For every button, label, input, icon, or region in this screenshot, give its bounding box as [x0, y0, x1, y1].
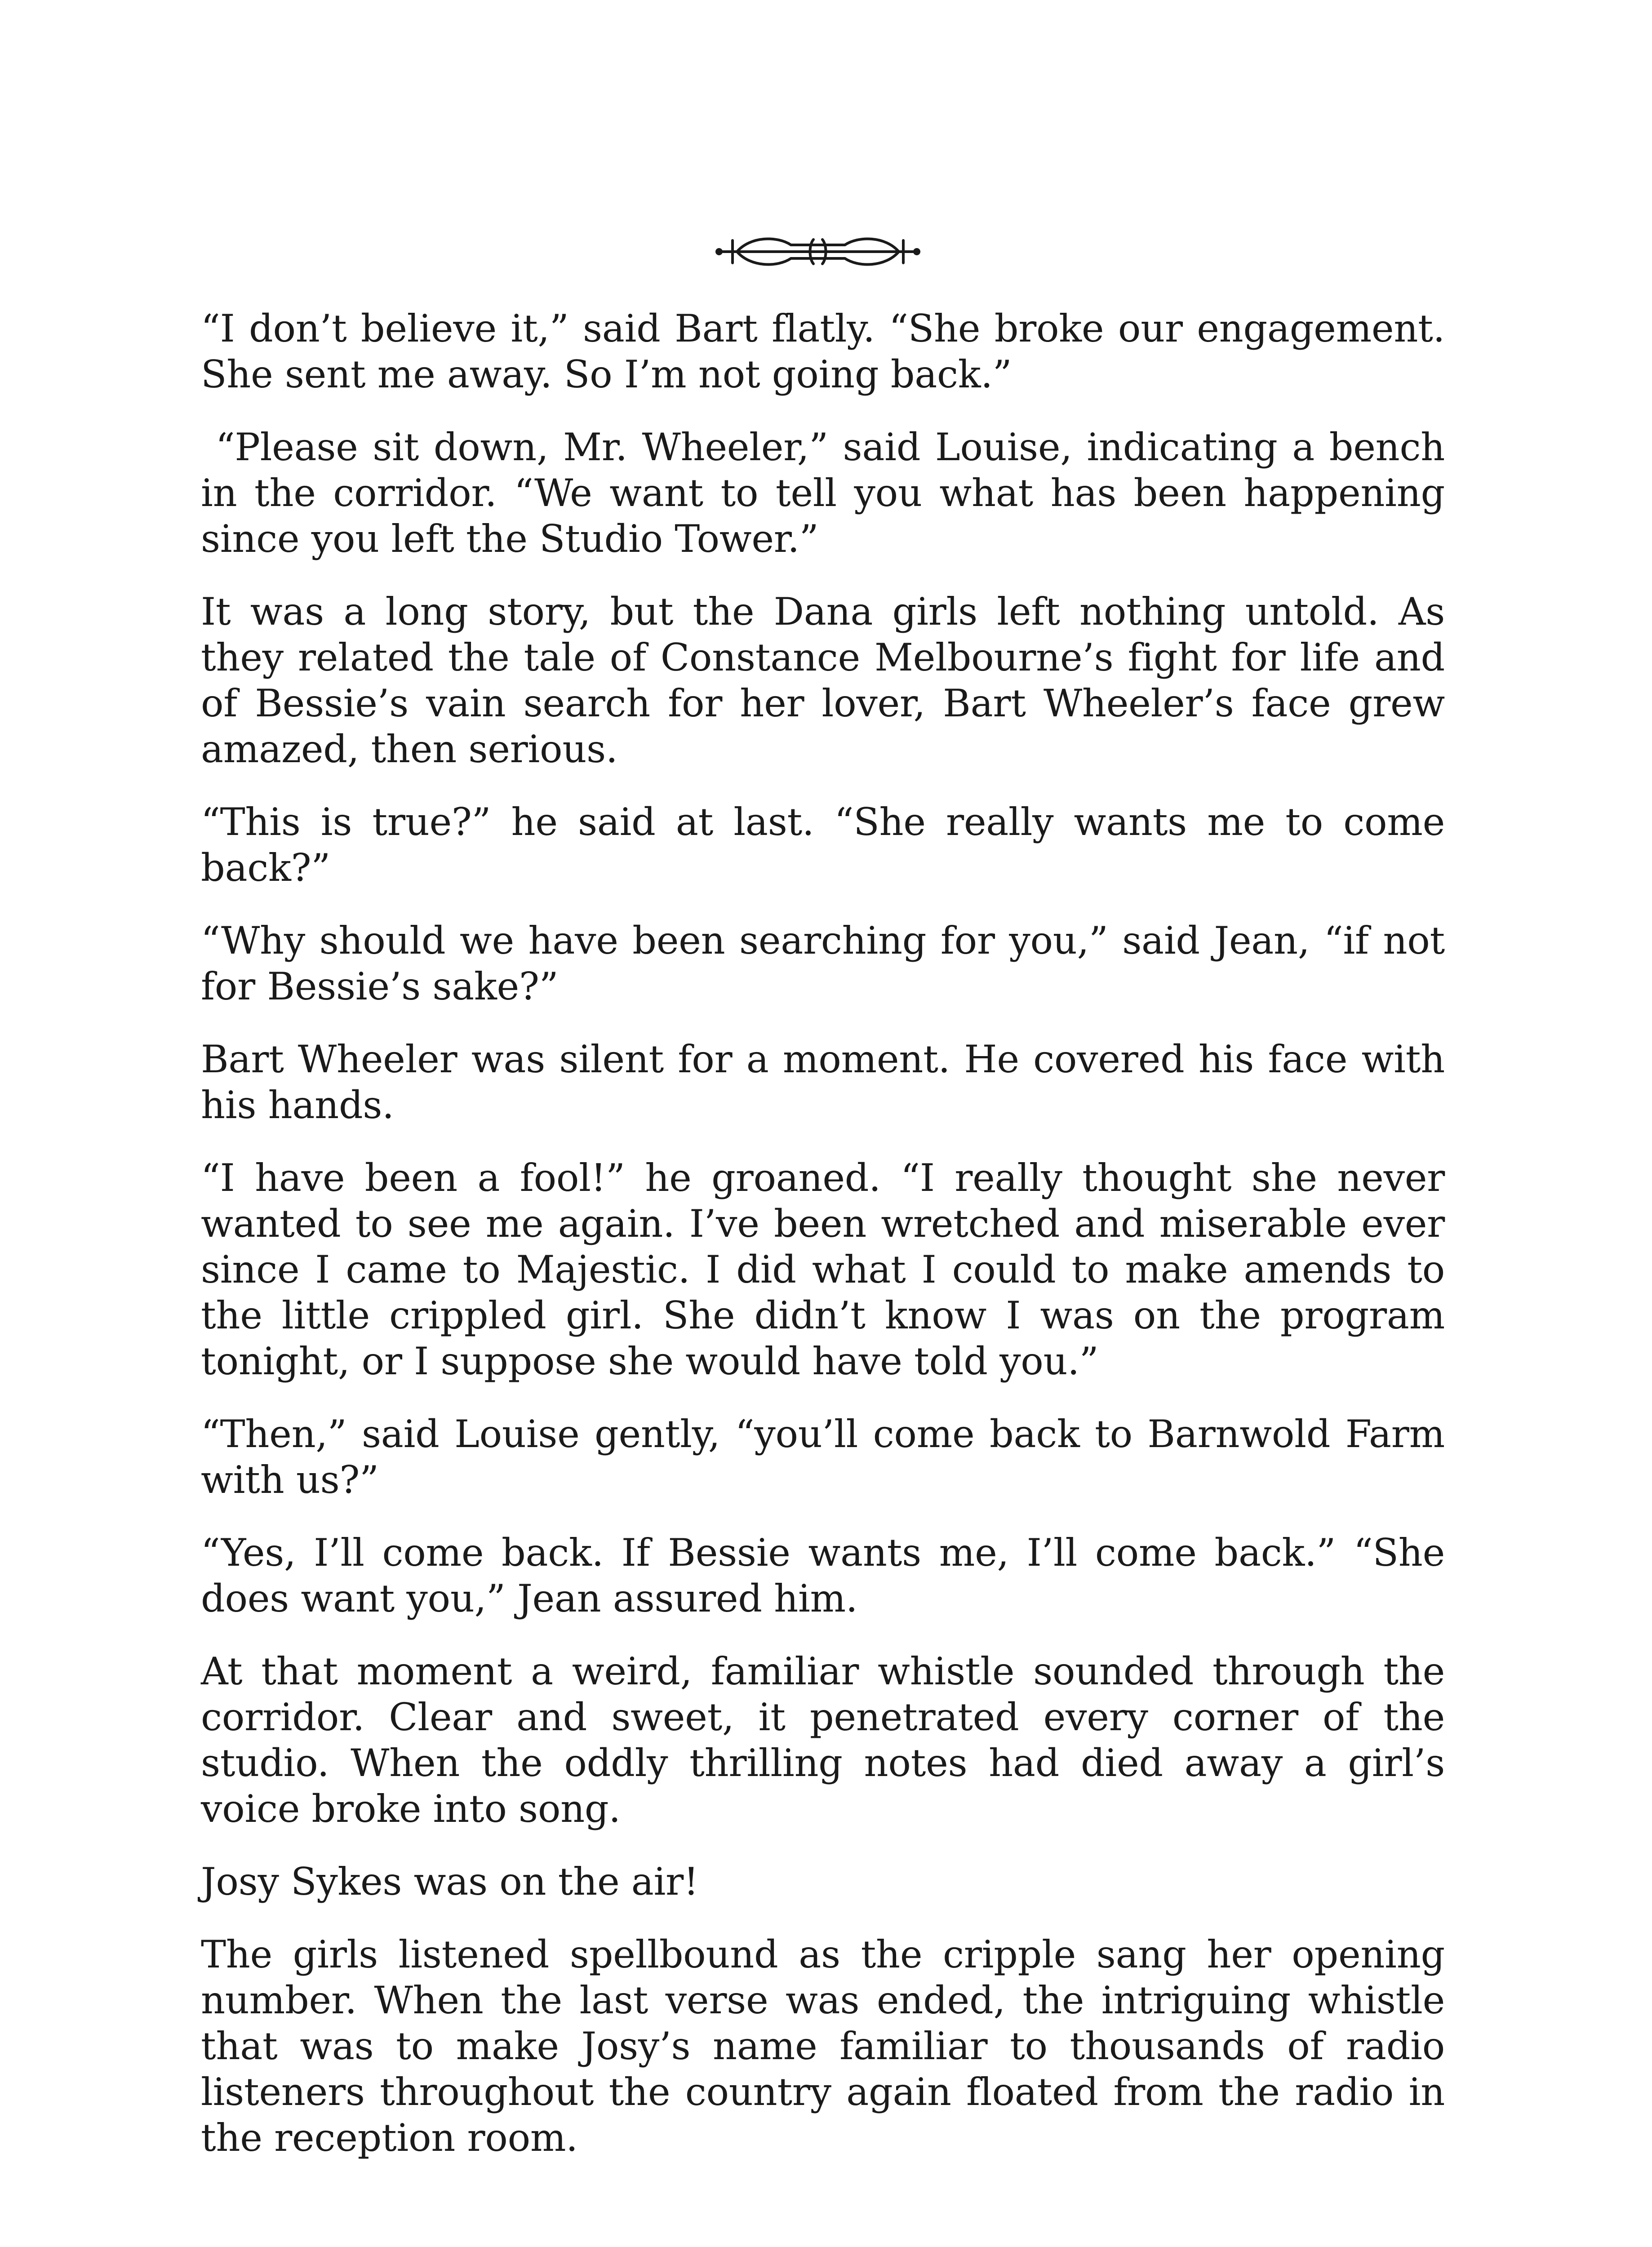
- paragraph: It was a long story, but the Dana girls left nothing untold. As they related the tale of Constance Melbourne’s fight for life and of Bessie’s vain search for her lover, Bart Wheeler’s face grew amazed, then serious.: [201, 590, 1445, 771]
- paragraph: The girls listened spellbound as the cripple sang her opening number. When the last verse was ended, the intriguing whistle that was to make Josy’s name familiar to thousands of radio listeners throughout the country again floated from the radio in the reception room.: [201, 1932, 1445, 2160]
- paragraph: “Please sit down, Mr. Wheeler,” said Louise, indicating a bench in the corridor. “We want to tell you what has been happening since you left the Studio Tower.”: [201, 425, 1457, 561]
- paragraph: “This is true?” he said at last. “She really wants me to come back?”: [201, 800, 1445, 890]
- paragraph: “I have been a fool!” he groaned. “I really thought she never wanted to see me again. I’ve been wretched and miserable ever since I came to Majestic. I did what I could to make amends to the little crippled girl. She didn’t know I was on the program tonight, or I suppose she would have told you.”: [201, 1156, 1445, 1383]
- page-body-text: [201, 306, 1457, 2188]
- paragraph: “I don’t believe it,” said Bart flatly. “She broke our engagement. She sent me away. So I’m not going back.”: [201, 306, 1445, 396]
- paragraph: “Why should we have been searching for you,” said Jean, “if not for Bessie’s sake?”: [201, 919, 1445, 1008]
- paragraph: “Then,” said Louise gently, “you’ll come back to Barnwold Farm with us?”: [201, 1412, 1445, 1502]
- paragraph: “Yes, I’ll come back. If Bessie wants me, I’ll come back.” “She does want you,” Jean assured him.: [201, 1531, 1445, 1621]
- double-scroll-divider-icon: [710, 227, 926, 276]
- paragraph: At that moment a weird, familiar whistle sounded through the corridor. Clear and sweet, it penetrated every corner of the studio. When the oddly thrilling notes had died away a girl’s voice broke into song.: [201, 1649, 1445, 1831]
- paragraph: Bart Wheeler was silent for a moment. He covered his face with his hands.: [201, 1037, 1445, 1127]
- paragraph: Josy Sykes was on the air!: [201, 1860, 699, 1904]
